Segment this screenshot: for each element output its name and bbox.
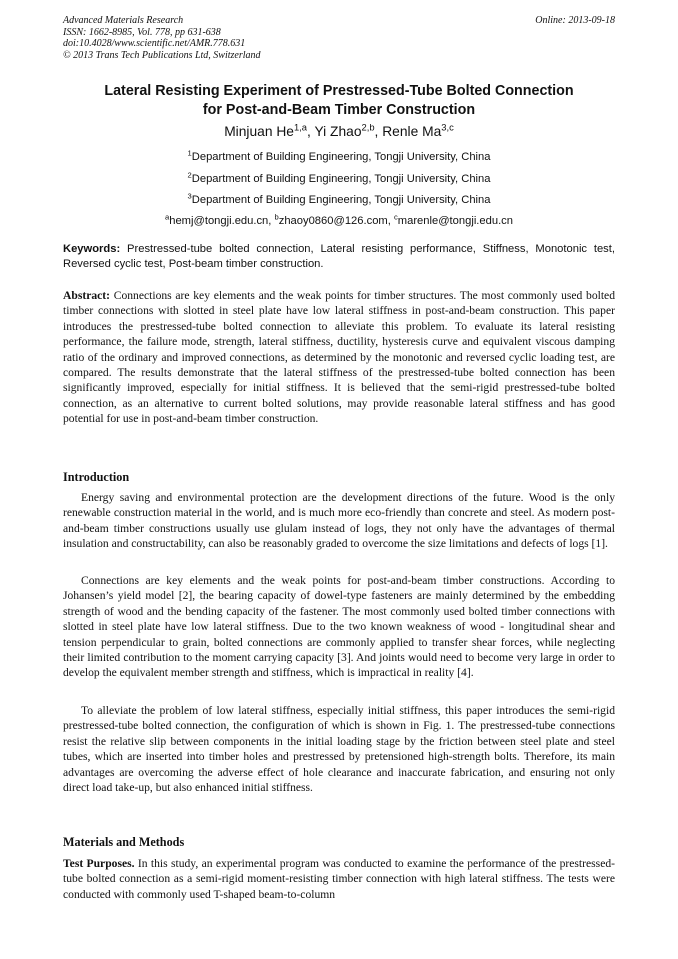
email-sup: b	[274, 212, 279, 222]
author-name: Yi Zhao	[314, 124, 362, 139]
test-purposes-paragraph	[63, 856, 615, 902]
abstract-label: Abstract:	[63, 289, 111, 302]
issn-line: ISSN: 1662-8985, Vol. 778, pp 631-638	[63, 26, 221, 38]
doi-line: doi:10.4028/www.scientific.net/AMR.778.631	[63, 38, 246, 49]
abstract-text: Connections are key elements and the weak points for timber structures. The most commonly used bolted timber connections with slotted in steel plate have low lateral stiffness in post-and-beam construction. This paper introduces the prestressed-tube bolted connection to alleviate this problem. To evaluate its lateral resisting performance, the failure mode, strength, lateral stiffness, ductility, hysteresis curve and equivalent viscous damping ratio of the ordinary and improved connections, as determined by the monotonic and reversed cyclic loading test, are compared. The results demonstrate that the lateral stiffness of the prestressed-tube bolted connection has been significantly improved, especially for initial stiffness. It is believed that the semi-rigid prestressed-tube bolted connection, as an alternative to current bolted solutions, may provide reasonable lateral stiffness and has good potential for use in post-and-beam timber construction.	[63, 289, 616, 426]
journal-header	[63, 15, 615, 61]
keywords	[63, 242, 615, 272]
intro-paragraph-3: To alleviate the problem of low lateral stiffness, especially initial stiffness, this paper introduces the semi-rigid prestressed-tube bolted connection, the configuration of which is shown in Fig. 1. The prestressed-tube connections resist the relative slip between components in the initial loading stage by the friction between steel plate and steel tubes, which are inserted into timber holes and prestressed by pretensioned high-strength bolts. Therefore, its main advantages are overcoming the adverse effect of hole clearance and inaccurate fabrication, and ensuring not only direct load take-up, but also enhanced initial stiffness.	[63, 704, 615, 795]
author-list	[40, 124, 638, 139]
email-sup: c	[393, 212, 398, 222]
email-list	[40, 212, 638, 227]
paper-title	[40, 82, 638, 120]
affiliation-sup: 3	[187, 191, 192, 201]
keywords-text: Prestressed-tube bolted connection, Lateral resisting performance, Stiffness, Monotonic test, Reversed cyclic test, Post-beam timber construction.	[63, 243, 615, 270]
email[interactable]: hemj@tongji.edu.cn,	[169, 215, 275, 227]
intro-paragraph-1: Energy saving and environmental protection are the development directions of the future. Wood is the only renewable construction material in the world, and is much more eco-friendly than concrete and steel. As modern post-and-beam timber constructions usually use glulam instead of logs, they not only have the advantages of thermal insulation and constructability, can also be reasonably graded to overcome the size limitations and defects of logs [1].	[63, 491, 615, 551]
title-line-2: for Post-and-Beam Timber Construction	[202, 102, 476, 118]
title-line-1: Lateral Resisting Experiment of Prestressed-Tube Bolted Connection	[104, 83, 574, 99]
affiliation	[40, 170, 638, 185]
email-sup: a	[165, 212, 170, 222]
author-sup: 2,b	[361, 122, 375, 133]
copyright-line: © 2013 Trans Tech Publications Ltd, Switzerland	[63, 49, 261, 61]
author-name: Minjuan He	[224, 124, 294, 139]
author-name: Renle Ma	[382, 124, 442, 139]
section-heading-introduction: Introduction	[63, 470, 130, 484]
author-sup: 3,c	[441, 122, 454, 133]
test-purposes-text: In this study, an experimental program was conducted to examine the performance of the prestressed-tube bolted connection as a semi-rigid moment-resisting timber connection with high lateral stiffness. The tests were conducted with commonly used T-shaped beam-to-column	[63, 857, 615, 901]
author-sup: 1,a	[293, 122, 308, 133]
online-date: Online: 2013-09-18	[535, 15, 615, 26]
journal-name: Advanced Materials Research	[63, 15, 184, 26]
affiliation-text: Department of Building Engineering, Tongji University, China	[191, 194, 491, 206]
affiliation-sup: 1	[187, 148, 192, 158]
affiliation	[40, 148, 638, 163]
email[interactable]: marenle@tongji.edu.cn	[397, 215, 513, 227]
affiliation-text: Department of Building Engineering, Tongji University, China	[191, 151, 491, 163]
affiliation-sup: 2	[187, 170, 192, 180]
author-sep: ,	[374, 124, 383, 139]
test-purposes-label: Test Purposes.	[63, 857, 135, 870]
author-sep: ,	[307, 124, 315, 139]
abstract	[63, 288, 615, 427]
intro-paragraph-2: Connections are key elements and the weak points for post-and-beam timber constructions. According to Johansen’s yield model [2], the bearing capacity of dowel-type fasteners are mainly determined by the embedding strength of wood and the bending capacity of the fastener. The most commonly used bolted timber connections with slotted in steel plate have low lateral stiffness. Due to the two known weakness of wood - longitudinal shear and tension perpendicular to grain, bolted connections are commonly applied to transfer shear forces, while neglecting their limited contribution to the moment carrying capacity [3]. And joints would need to become very large in order to develop the equivalent member strength and stiffness, which is impractical in reality [4].	[63, 574, 615, 680]
email[interactable]: zhaoy0860@126.com,	[278, 215, 394, 227]
section-heading-methods: Materials and Methods	[63, 835, 185, 849]
affiliation-text: Department of Building Engineering, Tongji University, China	[191, 173, 491, 185]
affiliation	[40, 191, 638, 206]
keywords-label: Keywords:	[63, 243, 121, 255]
